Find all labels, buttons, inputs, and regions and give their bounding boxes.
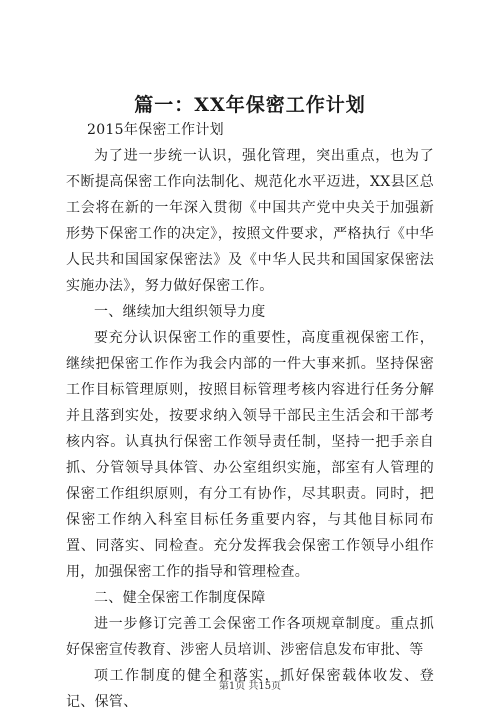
page-footer: 第1页 共15页 [218,681,282,692]
paragraph-section-1: 要充分认识保密工作的重要性，高度重视保密工作，继续把保密工作作为我会内部的一件大事来抓。坚持保密工作目标管理原则，按照目标管理考核内容进行任务分解并且落到实处，按要求纳入领导干部民主生活会和干部考核内容。认真执行保密工作领导责任制，坚持一把手亲自抓、分管领导具体管、办公室组织实施，部室有人管理的保密工作组织原则，有分工有协作，尽其职责。同时，把保密工作纳入科室目标任务重要内容，与其他目标同布置、同落实、同检查。充分发挥我会保密工作领导小组作用，加强保密工作的指导和管理检查。 [66,330,434,580]
document-title: 篇一：XX年保密工作计划 [134,94,366,116]
document-subtitle: 2015年保密工作计划 [87,122,224,138]
paragraph-section-2-continued: 项工作制度的健全和落实，抓好保密载体收发、登记、保管、 [66,668,434,710]
paragraph-intro: 为了进一步统一认识，强化管理，突出重点，也为了不断提高保密工作向法制化、规范化水平迈进，XX县区总工会将在新的一年深入贯彻《中国共产党中央关于加强新形势下保密工作的决定》，按照文件要求，严格执行《中华人民共和国国家保密法》及《中华人民共和国国家保密法实施办法》，努力做好保密工作。 [66,148,434,294]
section-heading-1: 一、继续加大组织领导力度 [94,304,266,320]
paragraph-section-2: 进一步修订完善工会保密工作各项规章制度。重点抓好保密宣传教育、涉密人员培训、涉密信息发布审批、等 [66,616,434,658]
section-heading-2: 二、健全保密工作制度保障 [94,590,266,606]
document-body [66,117,434,715]
